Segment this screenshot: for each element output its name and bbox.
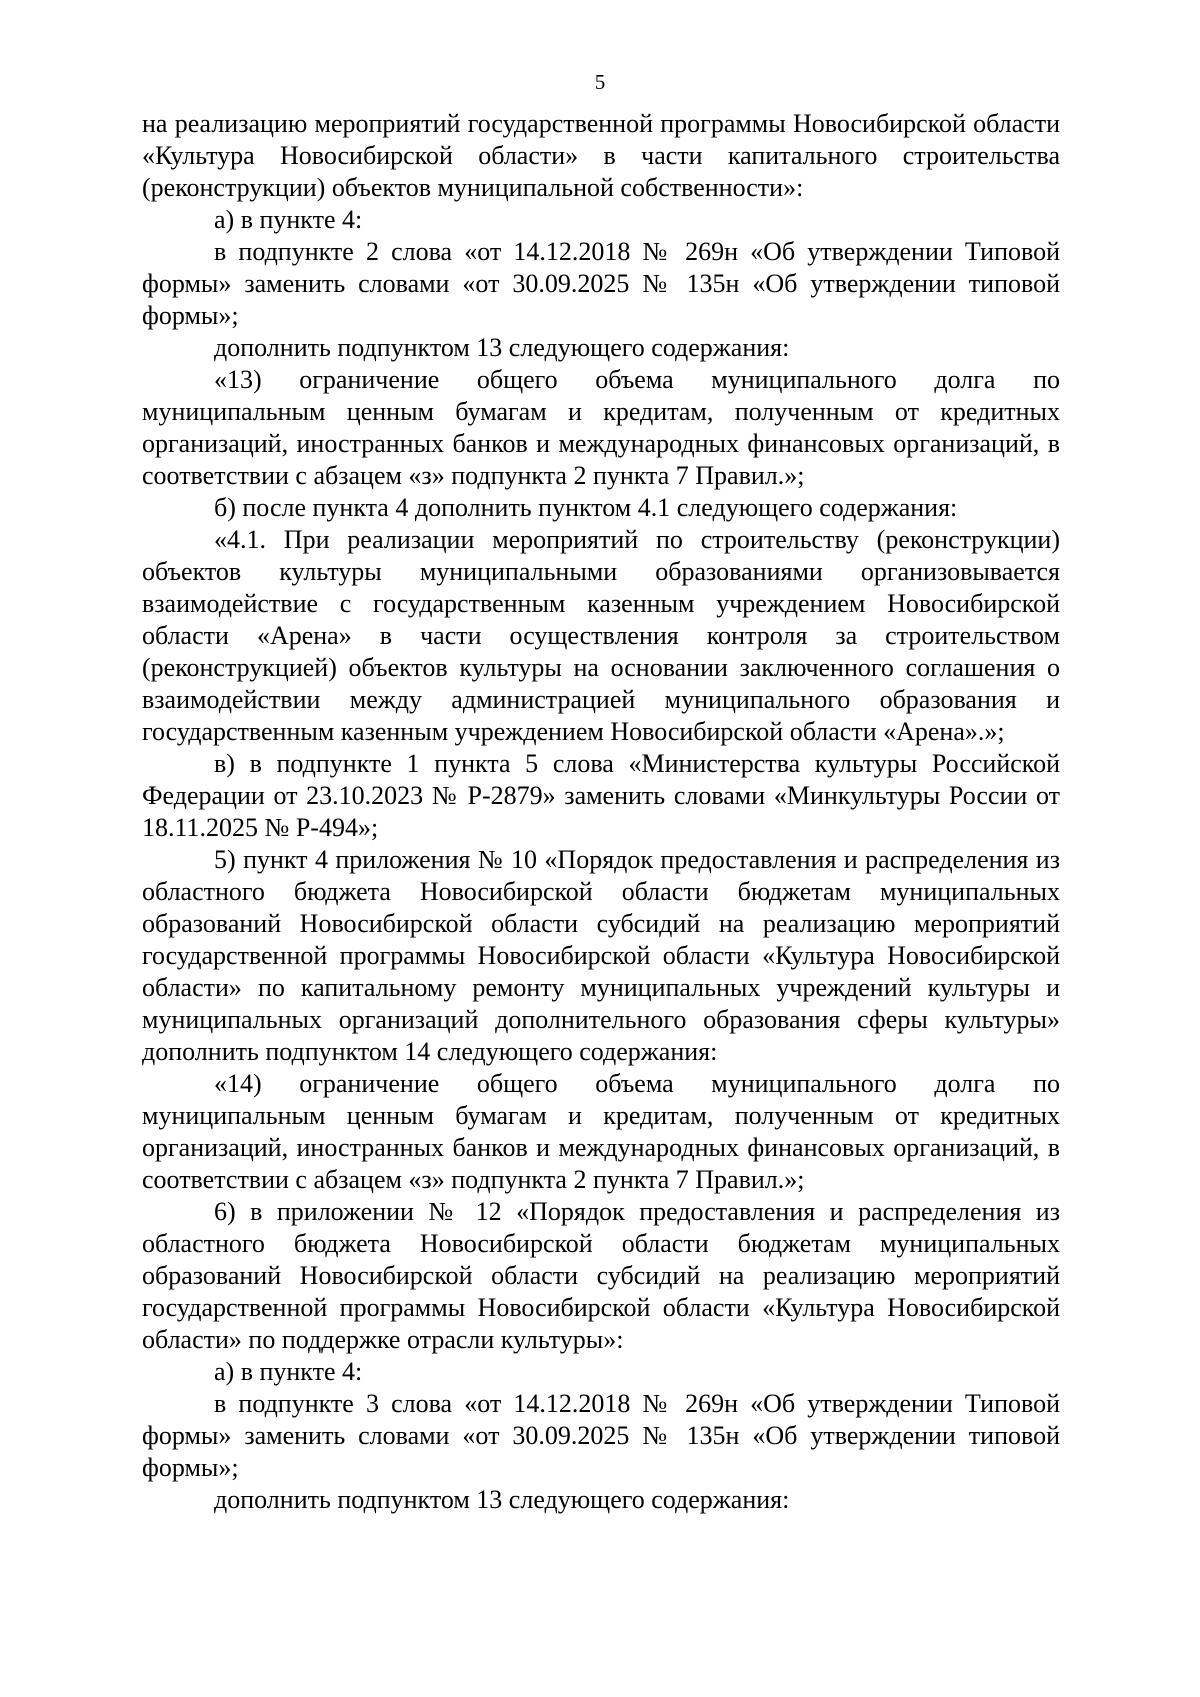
paragraph: дополнить подпунктом 13 следующего содержания: — [214, 333, 790, 362]
paragraph: 6) в приложении № 12 «Порядок предоставления и распределения из областного бюджета Новосибирской области бюджетам муниципальных образований Новосибирской области субсидий на реализацию мероприятий государственной программы Новосибирской области «Культура Новосибирской области» по поддержке отрасли культуры»: — [142, 1197, 1060, 1354]
page-number: 5 — [594, 70, 606, 94]
paragraph: «4.1. При реализации мероприятий по строительству (реконструкции) объектов культуры муниципальными образованиями организовывается взаимодействие с государственным казенным учреждением Новосибирской области «Арена» в части осуществления контроля за строительством (реконструкцией) объектов культуры на основании заключенного соглашения о взаимодействии между администрацией муниципального образования и государственным казенным учреждением Новосибирской области «Арена».»; — [142, 525, 1060, 746]
paragraph: в подпункте 3 слова «от 14.12.2018 № 269н «Об утверждении Типовой формы» заменить словами «от 30.09.2025 № 135н «Об утверждении типовой формы»; — [142, 1389, 1060, 1482]
paragraph: на реализацию мероприятий государственной программы Новосибирской области «Культура Новосибирской области» в части капитального строительства (реконструкции) объектов муниципальной собственности»: — [142, 109, 1060, 202]
paragraph: а) в пункте 4: — [214, 205, 363, 234]
paragraph: «13) ограничение общего объема муниципального долга по муниципальным ценным бумагам и кредитам, полученным от кредитных организаций, иностранных банков и международных финансовых организаций, в соответствии с абзацем «з» подпункта 2 пункта 7 Правил.»; — [142, 365, 1060, 490]
paragraph: б) после пункта 4 дополнить пунктом 4.1 следующего содержания: — [214, 493, 958, 522]
paragraph: «14) ограничение общего объема муниципального долга по муниципальным ценным бумагам и кредитам, полученным от кредитных организаций, иностранных банков и международных финансовых организаций, в соответствии с абзацем «з» подпункта 2 пункта 7 Правил.»; — [142, 1069, 1060, 1194]
paragraph: в подпункте 2 слова «от 14.12.2018 № 269н «Об утверждении Типовой формы» заменить словами «от 30.09.2025 № 135н «Об утверждении типовой формы»; — [142, 237, 1060, 330]
paragraph: в) в подпункте 1 пункта 5 слова «Министерства культуры Российской Федерации от 23.10.2023 № Р-2879» заменить словами «Минкультуры России от 18.11.2025 № Р-494»; — [142, 749, 1060, 842]
paragraph: дополнить подпунктом 13 следующего содержания: — [214, 1485, 790, 1514]
document-body — [142, 108, 1060, 1516]
paragraph: а) в пункте 4: — [214, 1357, 363, 1386]
paragraph: 5) пункт 4 приложения № 10 «Порядок предоставления и распределения из областного бюджета Новосибирской области бюджетам муниципальных образований Новосибирской области субсидий на реализацию мероприятий государственной программы Новосибирской области «Культура Новосибирской области» по капитальному ремонту муниципальных учреждений культуры и муниципальных организаций дополнительного образования сферы культуры» дополнить подпунктом 14 следующего содержания: — [142, 845, 1060, 1066]
